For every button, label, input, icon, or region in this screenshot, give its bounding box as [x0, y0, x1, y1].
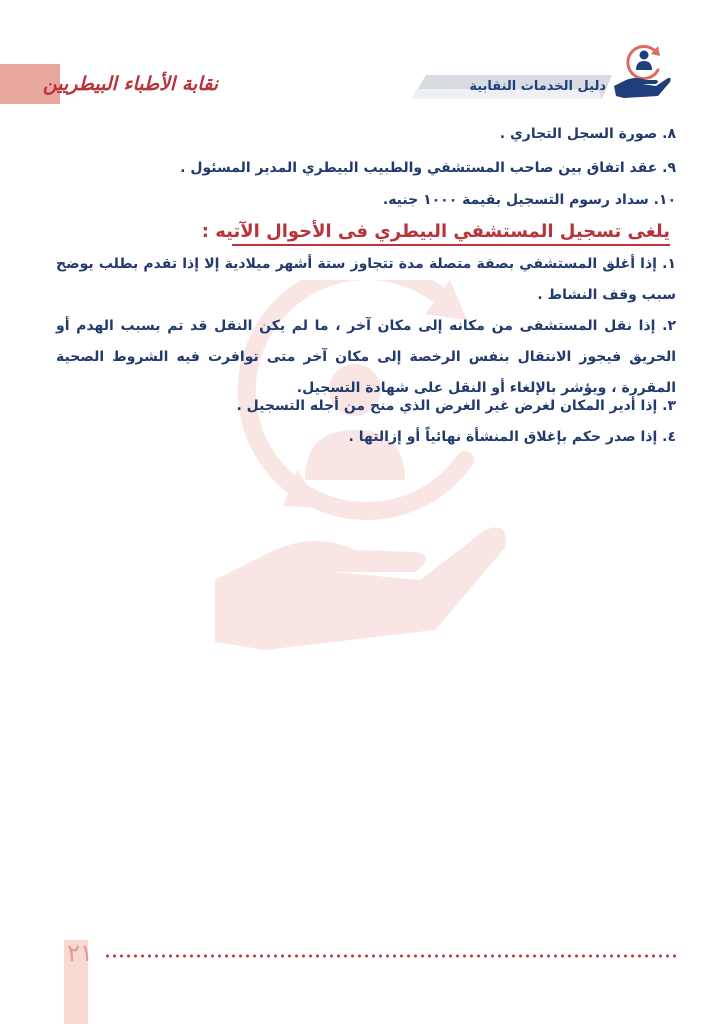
list-item: ٨. صورة السجل التجاري . — [499, 126, 676, 142]
guide-title: دليل الخدمات النقابية — [469, 79, 606, 94]
list-item: ١٠. سداد رسوم التسجيل بقيمة ١٠٠٠ جنيه. — [382, 192, 676, 208]
guide-title-bar — [412, 75, 612, 99]
page-number: ٢١ — [67, 939, 93, 967]
cancellation-item: ١. إذا أغلق المستشفي بصفة متصلة مدة تتجاوز ستة أشهر ميلادية إلا إذا تقدم بطلب يوضح سبب وقف النشاط . — [56, 256, 676, 303]
heading-underline — [232, 244, 670, 246]
footer-dotted-line — [104, 954, 676, 958]
cancellation-item: ٣. إذا أدير المكان لغرض غير الغرض الذي منح من أجله التسجيل . — [236, 398, 676, 414]
cancellation-item: ٤. إذا صدر حكم بإغلاق المنشأة نهائياً أو إزالتها . — [348, 429, 676, 445]
cancellation-item: ٢. إذا نقل المستشفى من مكانه إلى مكان آخر ، ما لم يكن النقل قد تم بسبب الهدم أو الحريق فيجوز الانتقال بنفس الرخصة إلى مكان آخر متى توافرت فيه الشروط الصحية المقررة ، ويؤشر بالإلغاء أو النقل على شهادة التسجيل. — [56, 318, 676, 396]
user-refresh-hand-icon — [612, 40, 672, 102]
union-logo-calligraphy: نقابة الأطباء البيطريين — [42, 73, 218, 95]
list-item: ٩. عقد اتفاق بين صاحب المستشفي والطبيب البيطري المدير المسئول . — [180, 160, 676, 176]
section-heading: يلغى تسجيل المستشفي البيطري فى الأحوال الآتيه : — [201, 221, 670, 242]
